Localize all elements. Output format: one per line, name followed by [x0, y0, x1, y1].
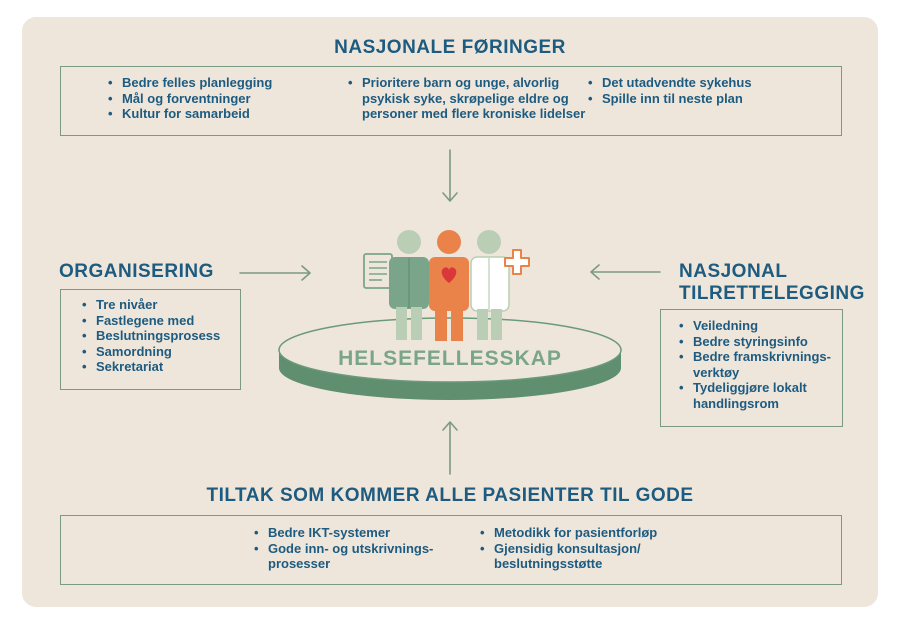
list-item-line: verktøy	[693, 364, 740, 380]
list-item-line: handlingsrom	[693, 395, 779, 411]
right-list	[677, 318, 831, 411]
list-item-line: Gjensidig konsultasjon/	[494, 540, 641, 556]
top-section-title: NASJONALE FØRINGER	[334, 37, 566, 58]
right-title-line: NASJONAL	[679, 261, 788, 282]
top-list-2	[346, 75, 585, 122]
list-item: • Samordning	[80, 344, 220, 360]
list-item-line: personer med flere kroniske lidelser	[362, 106, 586, 121]
left-list	[80, 297, 220, 375]
top-list-3	[586, 75, 752, 106]
bottom-section-title: TILTAK SOM KOMMER ALLE PASIENTER TIL GODE	[206, 485, 694, 506]
list-item: • Kultur for samarbeid	[106, 106, 272, 122]
bottom-list-1	[252, 525, 433, 572]
list-item: • Fastlegene med	[80, 313, 220, 329]
bottom-list-2	[478, 525, 657, 572]
list-item	[677, 380, 831, 411]
list-item	[346, 75, 585, 122]
list-item-line: Gode inn- og utskrivnings-	[268, 540, 434, 556]
right-section-title	[679, 261, 865, 305]
arrow-down-icon	[443, 150, 457, 201]
top-list-1	[106, 75, 272, 122]
list-item: • Sekretariat	[80, 359, 220, 375]
list-item-line: Prioritere barn og unge, alvorlig	[362, 75, 560, 90]
list-item: • Spille inn til neste plan	[586, 91, 752, 107]
list-item: • Bedre styringsinfo	[677, 334, 831, 350]
hub-label: HELSEFELLESSKAP	[338, 347, 562, 370]
arrow-right-icon	[240, 266, 310, 280]
list-item: • Mål og forventninger	[106, 91, 272, 107]
list-item-line: beslutningsstøtte	[494, 556, 603, 571]
list-item	[677, 349, 831, 380]
list-item-line: Tydeliggjøre lokalt	[693, 380, 807, 395]
list-item: • Bedre IKT-systemer	[252, 525, 433, 541]
arrow-left-icon	[591, 265, 660, 279]
list-item: • Bedre felles planlegging	[106, 75, 272, 91]
list-item-line: Bedre framskrivnings-	[693, 349, 831, 364]
right-title-line: TILRETTELEGGING	[679, 283, 865, 304]
arrow-up-icon	[443, 422, 457, 474]
list-item	[252, 541, 433, 572]
list-item: • Tre nivåer	[80, 297, 220, 313]
list-item: • Det utadvendte sykehus	[586, 75, 752, 91]
list-item: • Metodikk for pasientforløp	[478, 525, 657, 541]
left-section-title: ORGANISERING	[59, 261, 214, 282]
list-item: • Beslutningsprosess	[80, 328, 220, 344]
list-item-line: prosesser	[268, 556, 331, 571]
list-item: • Veiledning	[677, 318, 831, 334]
list-item	[478, 541, 657, 572]
list-item-line: psykisk syke, skrøpelige eldre og	[362, 90, 569, 106]
bottom-section-box	[60, 515, 842, 585]
clipboard-icon	[364, 254, 392, 288]
